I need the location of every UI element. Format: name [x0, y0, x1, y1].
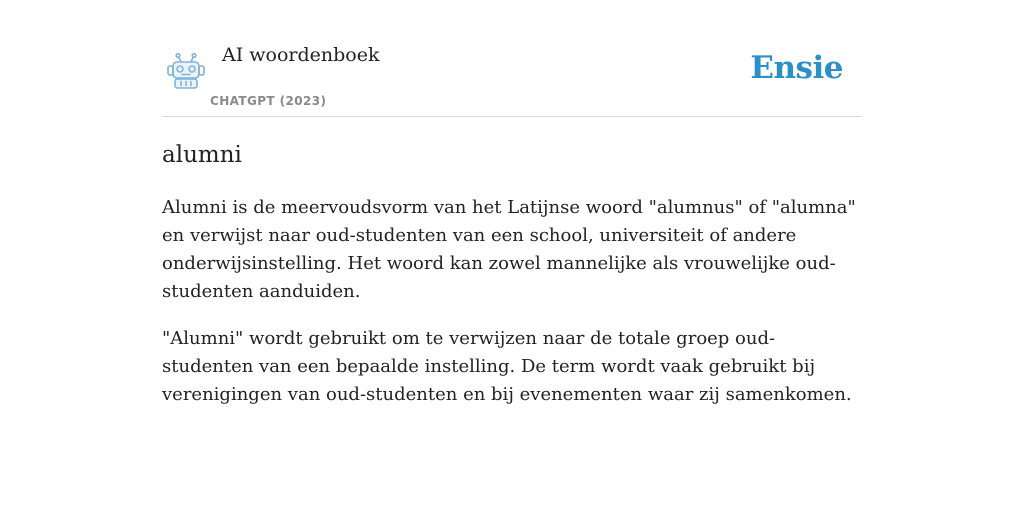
- source-subtitle: CHATGPT (2023): [210, 94, 327, 108]
- entry-content: [162, 138, 862, 428]
- entry-term: alumni: [162, 142, 242, 168]
- entry-paragraph: "Alumni" wordt gebruikt om te verwijzen naar de totale groep oud-studenten van een bepaalde instelling. De term wordt vaak gebruikt bij verenigingen van oud-studenten en bij evenementen waar zij samenkomen.: [162, 328, 852, 405]
- brand-logo[interactable]: Ensie: [750, 50, 843, 86]
- entry-paragraph: Alumni is de meervoudsvorm van het Latijnse woord "alumnus" of "alumna" en verwijst naar oud-studenten van een school, universiteit of andere onderwijsinstelling. Het woord kan zowel mannelijke als vrouwelijke oud-studenten aanduiden.: [162, 197, 856, 302]
- source-title[interactable]: AI woordenboek: [222, 44, 380, 66]
- robot-icon: [166, 52, 206, 90]
- source-header: [162, 0, 862, 117]
